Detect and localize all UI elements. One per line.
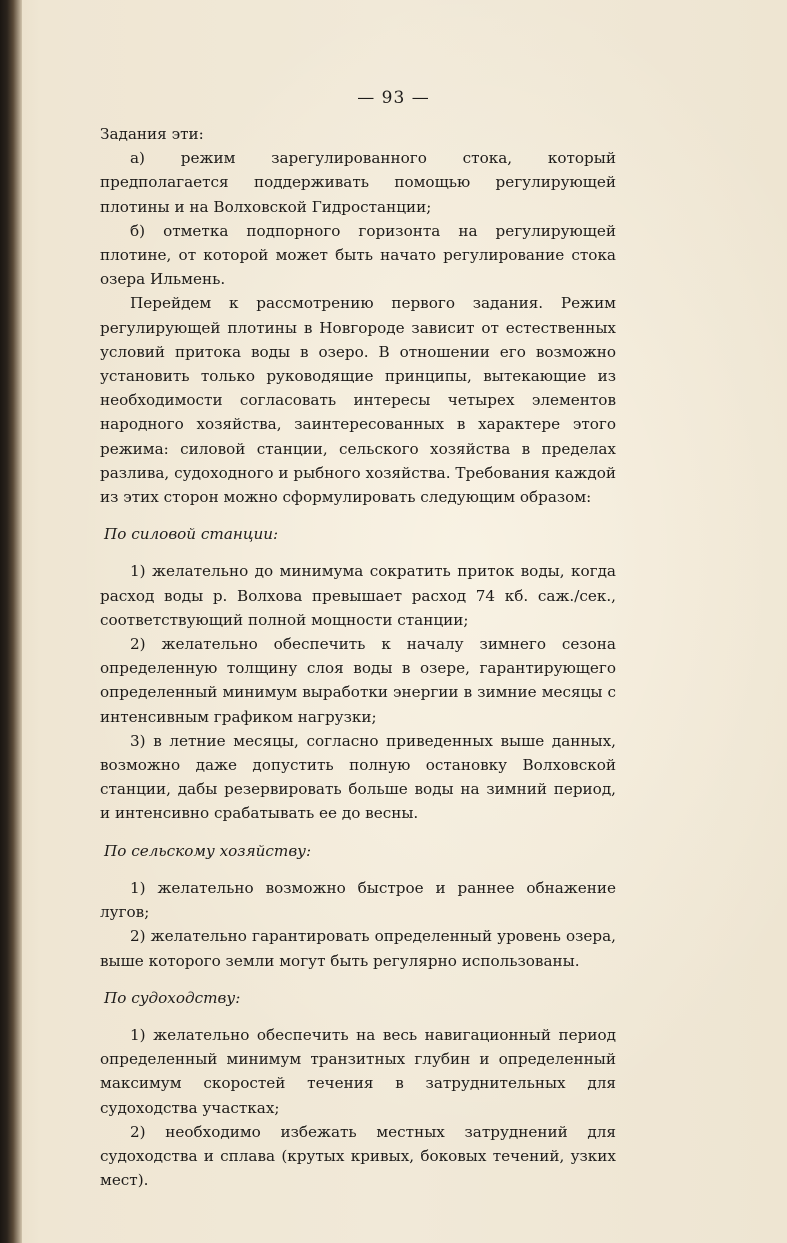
- paragraph-main: Перейдем к рассмотрению первого задания. Режим регулирующей плотины в Новгороде зависит от естественных условий притока воды в озеро. В отношении его возможно установить только руководящие принципы, вытекающие из необходимости согласовать интересы четырех элементов народного хозяйства, заинтересованных в характере этого режима: силовой станции, сельского хозяйства в пределах разлива, судоходного и рыбного хозяйства. Требования каждой из этих сторон можно сформулировать следующим образом:: [100, 294, 616, 507]
- paragraph-navigation-1: 1) желательно обеспечить на весь навигационный период определенный минимум транзитных глубин и определенный максимум скоростей течения в затруднительных для судоходства участках;: [100, 1025, 616, 1117]
- paragraph-power-2: 2) желательно обеспечить к началу зимнего сезона определенную толщину слоя воды в озере, гарантирующего определенный минимум выработки энергии в зимние месяцы с интенсивным графиком нагрузки;: [100, 635, 616, 726]
- paragraph-task-b: б) отметка подпорного горизонта на регулирующей плотине, от которой может быть начато регулирование стока озера Ильмень.: [100, 221, 616, 289]
- book-spine-shadow: [0, 0, 22, 1243]
- page-body: [100, 122, 616, 1192]
- paragraph-intro: Задания эти:: [100, 125, 204, 143]
- heading-navigation: По судоходству:: [104, 988, 241, 1007]
- paragraph-agriculture-2: 2) желательно гарантировать определенный уровень озера, выше которого земли могут быть регулярно использованы.: [100, 927, 616, 970]
- paragraph-task-a: а) режим зарегулированного стока, который предполагается поддерживать помощью регулирующей плотины и на Волховской Гидростанции;: [100, 149, 616, 216]
- paragraph-power-3: 3) в летние месяцы, согласно приведенных выше данных, возможно даже допустить полную остановку Волховской станции, дабы резервировать больше воды на зимний период, и интенсивно срабатывать ее до весны.: [100, 731, 616, 823]
- paragraph-navigation-2: 2) необходимо избежать местных затруднений для судоходства и сплава (крутых кривых, боковых течений, узких мест).: [100, 1122, 616, 1190]
- paragraph-agriculture-1: 1) желательно возможно быстрое и раннее обнажение лугов;: [100, 878, 616, 922]
- paragraph-power-1: 1) желательно до минимума сократить приток воды, когда расход воды р. Волхова превышает расход 74 кб. саж./сек., соответствующий полной мощности станции;: [100, 562, 616, 629]
- heading-agriculture: По сельскому хозяйству:: [104, 841, 312, 860]
- heading-power-station: По силовой станции:: [104, 525, 279, 544]
- page-number: — 93 —: [357, 88, 430, 108]
